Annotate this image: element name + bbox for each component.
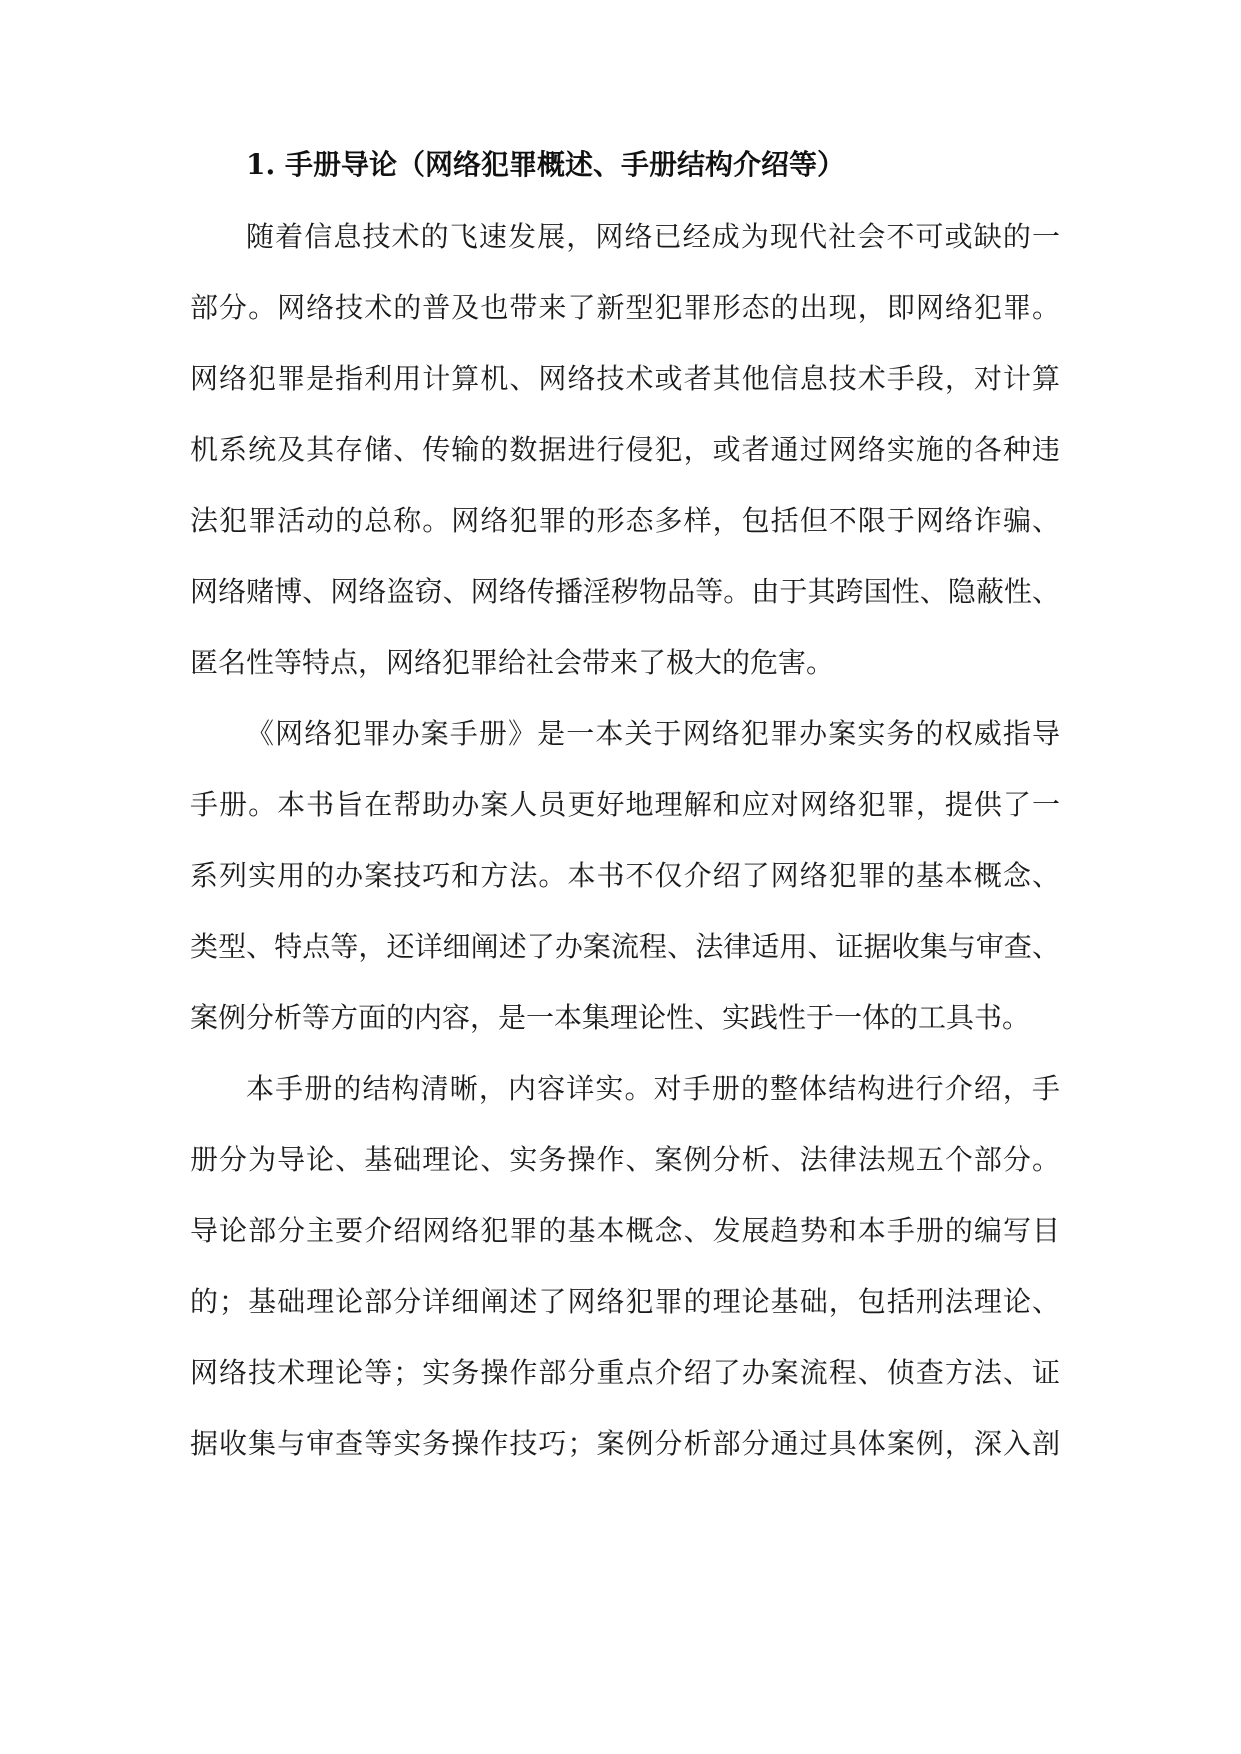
paragraph-2-line-4: 类型、特点等，还详细阐述了办案流程、法律适用、证据收集与审查、 bbox=[190, 930, 1060, 963]
paragraph-1-line-7: 匿名性等特点，网络犯罪给社会带来了极大的危害。 bbox=[190, 646, 835, 679]
paragraph-1-line-6: 网络赌博、网络盗窃、网络传播淫秽物品等。由于其跨国性、隐蔽性、 bbox=[190, 575, 1060, 608]
paragraph-1-line-2: 部分。网络技术的普及也带来了新型犯罪形态的出现，即网络犯罪。 bbox=[190, 291, 1060, 324]
paragraph-3-line-3: 导论部分主要介绍网络犯罪的基本概念、发展趋势和本手册的编写目 bbox=[190, 1214, 1060, 1247]
paragraph-3-line-1: 本手册的结构清晰，内容详实。对手册的整体结构进行介绍，手 bbox=[246, 1072, 1060, 1105]
paragraph-2-line-2: 手册。本书旨在帮助办案人员更好地理解和应对网络犯罪，提供了一 bbox=[190, 788, 1060, 821]
paragraph-2-line-3: 系列实用的办案技巧和方法。本书不仅介绍了网络犯罪的基本概念、 bbox=[190, 859, 1060, 892]
paragraph-3-line-4: 的；基础理论部分详细阐述了网络犯罪的理论基础，包括刑法理论、 bbox=[190, 1285, 1060, 1318]
paragraph-1-line-5: 法犯罪活动的总称。网络犯罪的形态多样，包括但不限于网络诈骗、 bbox=[190, 504, 1060, 537]
paragraph-1-line-3: 网络犯罪是指利用计算机、网络技术或者其他信息技术手段，对计算 bbox=[190, 362, 1060, 395]
paragraph-1-line-1: 随着信息技术的飞速发展，网络已经成为现代社会不可或缺的一 bbox=[246, 220, 1060, 253]
paragraph-3-line-2: 册分为导论、基础理论、实务操作、案例分析、法律法规五个部分。 bbox=[190, 1143, 1060, 1176]
paragraph-2-line-5: 案例分析等方面的内容，是一本集理论性、实践性于一体的工具书。 bbox=[190, 1001, 1031, 1034]
paragraph-2-line-1: 《网络犯罪办案手册》是一本关于网络犯罪办案实务的权威指导 bbox=[246, 717, 1060, 750]
section-heading: 1. 手册导论（网络犯罪概述、手册结构介绍等） bbox=[246, 148, 845, 181]
paragraph-3-line-6: 据收集与审查等实务操作技巧；案例分析部分通过具体案例，深入剖 bbox=[190, 1427, 1060, 1460]
paragraph-3-line-5: 网络技术理论等；实务操作部分重点介绍了办案流程、侦查方法、证 bbox=[190, 1356, 1060, 1389]
paragraph-1-line-4: 机系统及其存储、传输的数据进行侵犯，或者通过网络实施的各种违 bbox=[190, 433, 1060, 466]
